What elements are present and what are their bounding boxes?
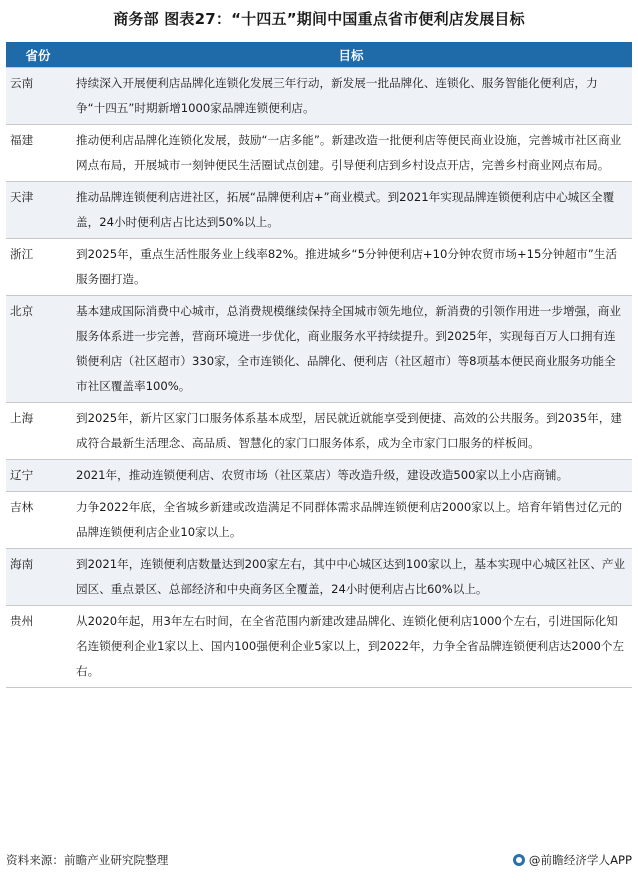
- brand-credit: [513, 850, 632, 870]
- header-target: 目标: [70, 42, 632, 68]
- province-cell: 上海: [6, 403, 70, 460]
- target-cell: 2021年，推动连锁便利店、农贸市场（社区菜店）等改造升级，建设改造500家以上小店商铺。: [70, 460, 632, 492]
- header-province: 省份: [6, 42, 70, 68]
- table-row: [6, 403, 632, 460]
- table-row: [6, 182, 632, 239]
- footer: [6, 850, 632, 870]
- brand-logo-icon: [513, 854, 525, 866]
- targets-table: [6, 42, 632, 688]
- target-cell: 基本建成国际消费中心城市，总消费规模继续保持全国城市领先地位，新消费的引领作用进一步增强，商业服务体系进一步完善，营商环境进一步优化，商业服务水平持续提升。到2025年，实现每百万人口拥有连锁便利店（社区超市）330家，全市连锁化、品牌化、便利店（社区超市）等8项基本便民商业服务功能全市社区覆盖率100%。: [70, 296, 632, 403]
- table-row: [6, 239, 632, 296]
- province-cell: 福建: [6, 125, 70, 182]
- target-cell: 推动品牌连锁便利店进社区，拓展“品牌便利店+”商业模式。到2021年实现品牌连锁便利店中心城区全覆盖，24小时便利店占比达到50%以上。: [70, 182, 632, 239]
- target-cell: 力争2022年底，全省城乡新建或改造满足不同群体需求品牌连锁便利店2000家以上。培育年销售过亿元的品牌连锁便利店企业10家以上。: [70, 492, 632, 549]
- province-cell: 天津: [6, 182, 70, 239]
- table-row: [6, 549, 632, 606]
- target-cell: 推动便利店品牌化连锁化发展，鼓励“一店多能”。新建改造一批便利店等便民商业设施，完善城市社区商业网点布局，开展城市一刻钟便民生活圈试点创建。引导便利店到乡村设点开店，完善乡村商业网点布局。: [70, 125, 632, 182]
- target-cell: 到2025年，新片区家门口服务体系基本成型，居民就近就能享受到便捷、高效的公共服务。到2035年，建成符合最新生活理念、高品质、智慧化的家门口服务体系，成为全市家门口服务的样板间。: [70, 403, 632, 460]
- table-row: [6, 492, 632, 549]
- target-cell: 持续深入开展便利店品牌化连锁化发展三年行动，新发展一批品牌化、连锁化、服务智能化便利店，力争“十四五”时期新增1000家品牌连锁便利店。: [70, 68, 632, 125]
- target-cell: 到2025年，重点生活性服务业上线率82%。推进城乡“5分钟便利店+10分钟农贸市场+15分钟超市”生活服务圈打造。: [70, 239, 632, 296]
- province-cell: 吉林: [6, 492, 70, 549]
- province-cell: 云南: [6, 68, 70, 125]
- brand-label: @前瞻经济学人APP: [528, 853, 632, 867]
- province-cell: 辽宁: [6, 460, 70, 492]
- table-row: [6, 606, 632, 688]
- province-cell: 贵州: [6, 606, 70, 688]
- province-cell: 北京: [6, 296, 70, 403]
- table-row: [6, 68, 632, 125]
- target-cell: 从2020年起，用3年左右时间，在全省范围内新建改建品牌化、连锁化便利店1000个左右，引进国际化知名连锁便利企业1家以上、国内100强便利企业5家以上，到2022年，力争全省品牌连锁便利店达2000个左右。: [70, 606, 632, 688]
- table-row: [6, 296, 632, 403]
- table-row: [6, 460, 632, 492]
- source-note: 资料来源：前瞻产业研究院整理: [6, 853, 169, 867]
- page-title: 商务部 图表27：“十四五”期间中国重点省市便利店发展目标: [113, 10, 525, 28]
- table-row: [6, 125, 632, 182]
- province-cell: 浙江: [6, 239, 70, 296]
- table-header-row: [6, 42, 632, 68]
- province-cell: 海南: [6, 549, 70, 606]
- target-cell: 到2021年，连锁便利店数量达到200家左右，其中中心城区达到100家以上，基本实现中心城区社区、产业园区、重点景区、总部经济和中央商务区全覆盖，24小时便利店占比60%以上。: [70, 549, 632, 606]
